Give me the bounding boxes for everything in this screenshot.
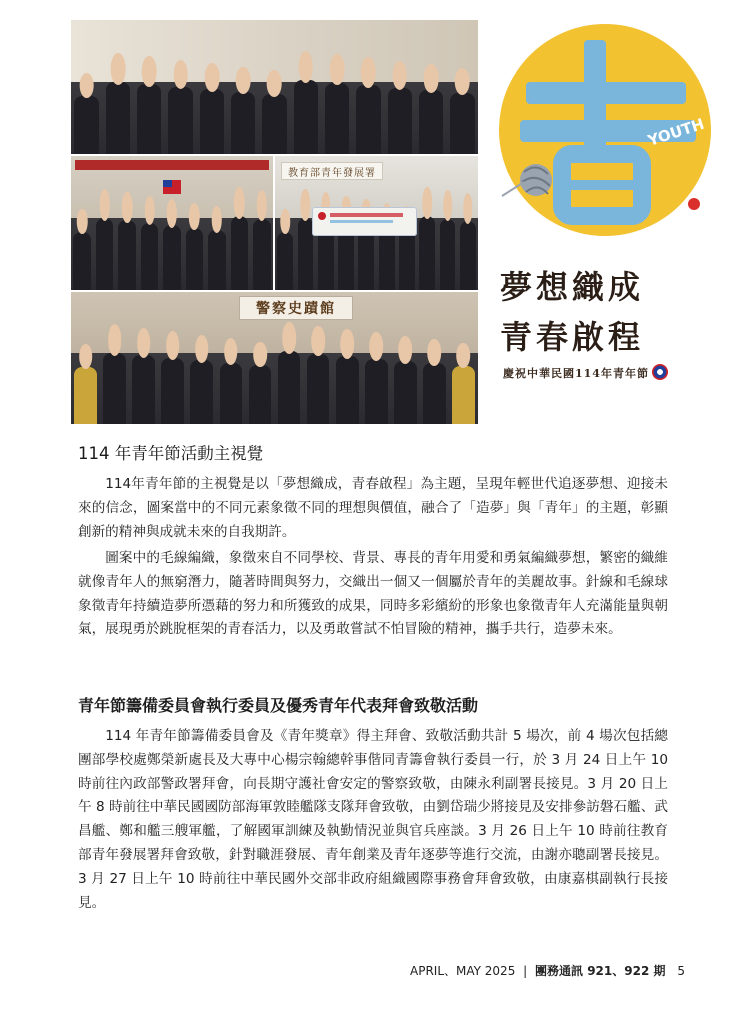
section-title-visit-activities: 青年節籌備委員會執行委員及優秀青年代表拜會致敬活動: [78, 696, 479, 715]
person-silhouette: [118, 220, 136, 290]
person-silhouette: [163, 225, 181, 290]
roc-emblem-icon: [652, 364, 668, 380]
slogan-line-2: 青春啟程: [500, 318, 645, 356]
group-salute-photo: [71, 20, 478, 154]
person-silhouette: [106, 82, 130, 154]
youth-logo: [498, 22, 712, 238]
paragraph: 114年青年節的主視覺是以「夢想織成，青春啟程」為主題，呈現年輕世代追逐夢想、迎接未來的信念，圖案當中的不同元素象徵不同的理想與價值，融合了「造夢」與「青年」的主題，彰顯創新的精神與成就未來的自我期許。: [78, 476, 668, 540]
person-silhouette: [137, 84, 161, 154]
person-silhouette: [277, 232, 293, 290]
person-silhouette: [419, 90, 443, 154]
person-silhouette: [208, 230, 226, 290]
person-silhouette: [394, 361, 417, 424]
group-photo-banner: [275, 156, 478, 290]
issue-date: APRIL、MAY 2025: [410, 964, 516, 978]
event-banner: [312, 207, 418, 236]
person-silhouette: [74, 367, 97, 424]
person-silhouette: [220, 363, 243, 424]
logo-red-dot: [688, 198, 700, 210]
person-silhouette: [103, 353, 126, 424]
emblem-icon: [318, 212, 326, 220]
person-silhouette: [231, 92, 255, 154]
paragraph: 114 年青年節籌備委員會及《青年獎章》得主拜會、致敬活動共計 5 場次，前 4 場次包括總團部學校處鄭榮新處長及大專中心楊宗翰總幹事偕同青籌會執行委員一行，於 3 月 24 日上午 10 時前往內政部警政署拜會，向長期守護社會安定的警察致敬，由陳永利副署長接見。3 月 20 日上午 8 時前往中華民國國防部海軍敦睦艦隊支隊拜會致敬，由劉岱瑞少將接見及安排參訪磐石艦、武昌艦、鄭和艦三艘軍艦，了解國軍訓練及執勤情況並與官兵座談。3 月 26 日上午 10 時前往教育部青年發展署拜會致敬，針對職涯發展、青年創業及青年逐夢等進行交流，由謝亦聰副署長接見。3 月 27 日上午 10 時前往中華民國外交部非政府組織國際事務會拜會致敬，由康嘉棋副執行長接見。: [78, 728, 668, 911]
celebration-subline: 慶祝中華民國114年青年節: [503, 367, 649, 380]
person-silhouette: [161, 358, 184, 424]
person-silhouette: [450, 93, 474, 154]
person-silhouette: [73, 232, 91, 290]
person-silhouette: [132, 355, 155, 424]
person-silhouette: [365, 359, 388, 424]
person-silhouette: [294, 80, 318, 154]
group-photo-flags: [71, 156, 273, 290]
person-silhouette: [231, 216, 249, 290]
group-photo-museum: [71, 292, 478, 424]
person-silhouette: [356, 85, 380, 154]
person-silhouette: [190, 360, 213, 424]
person-silhouette: [388, 88, 412, 154]
logo-word: YOUTH: [645, 114, 707, 150]
person-silhouette: [262, 94, 286, 154]
person-silhouette: [399, 230, 415, 290]
person-silhouette: [423, 363, 446, 424]
person-silhouette: [278, 351, 301, 424]
person-silhouette: [96, 218, 114, 290]
museum-sign-text: 警察史蹟館: [256, 301, 336, 317]
person-silhouette: [452, 366, 475, 424]
person-silhouette: [460, 221, 476, 290]
paragraph: 圖案中的毛線編織，象徵來自不同學校、背景、專長的青年用愛和勇氣編織夢想，繁密的織維就像青年人的無窮潛力，隨著時間與努力，交織出一個又一個屬於青年的美麗故事。針線和毛線球象徵青年持續造夢所憑藉的努力和所獲致的成果，同時多彩繽紛的形象也象徵青年人充滿能量與朝氣，展現勇於跳脫框架的青春活力，以及勇敢嘗試不怕冒險的精神，攜手共行，造夢未來。: [78, 550, 668, 638]
person-silhouette: [253, 219, 271, 290]
person-silhouette: [419, 216, 435, 290]
person-silhouette: [325, 83, 349, 154]
person-silhouette: [168, 87, 192, 154]
flag-icon: [163, 180, 181, 194]
board-text: 教育部青年發展署: [288, 167, 376, 179]
person-silhouette: [74, 96, 98, 154]
person-silhouette: [200, 89, 224, 154]
person-silhouette: [141, 223, 159, 290]
person-silhouette: [249, 365, 272, 424]
page-number: 5: [677, 964, 685, 978]
person-silhouette: [186, 228, 204, 290]
person-silhouette: [379, 228, 395, 290]
person-silhouette: [336, 356, 359, 424]
section-title-main-visual: 114 年青年節活動主視覺: [78, 444, 264, 463]
person-silhouette: [440, 219, 456, 290]
slogan-line-1: 夢想織成: [500, 268, 645, 306]
page-footer: APRIL、MAY 2025 | 團務通訊 921、922 期 5: [410, 964, 685, 978]
logo-stem: [584, 40, 606, 150]
red-banner: [75, 160, 269, 170]
person-silhouette: [298, 218, 314, 290]
person-silhouette: [307, 354, 330, 424]
publication-name: 團務通訊 921、922 期: [535, 964, 666, 978]
